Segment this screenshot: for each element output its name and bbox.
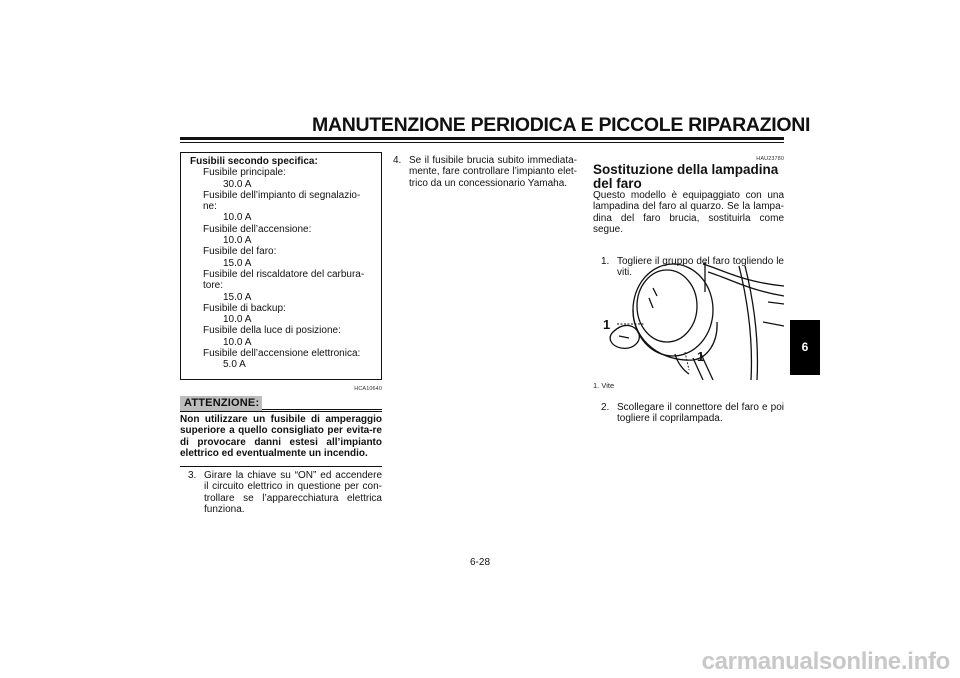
spec-value: 15.0 A <box>223 257 252 269</box>
spec-value: 10.0 A <box>223 336 252 348</box>
chapter-tab: 6 <box>790 320 820 375</box>
title-rule-thin <box>180 142 784 143</box>
step-text: Girare la chiave su “ON” ed accendere il circuito elettrico in questione per con-trollare se l’apparecchiatura elettrica funziona. <box>204 470 382 516</box>
spec-value: 10.0 A <box>223 235 252 247</box>
page-number: 6-28 <box>469 557 490 568</box>
spec-item <box>190 167 381 190</box>
spec-item <box>190 224 381 247</box>
spec-value: 30.0 A <box>223 178 252 190</box>
spec-label: Fusibile della luce di posizione: <box>203 325 341 337</box>
spec-value: 10.0 A <box>223 212 252 224</box>
section-intro: Questo modello è equipaggiato con una lampadina del faro al quarzo. Se la lampa-dina del faro brucia, sostituirla come segue. <box>593 190 784 236</box>
spec-item <box>190 190 381 224</box>
spec-label: Fusibile del riscaldatore del carbura-tore: <box>203 268 365 292</box>
spec-value: 5.0 A <box>223 359 246 371</box>
spec-heading: Fusibili secondo specifica: <box>190 156 318 167</box>
watermark: carmanualsonline.info <box>701 648 950 675</box>
step-item <box>393 155 577 189</box>
figure-caption: 1. Vite <box>593 381 615 390</box>
step-number: 1. <box>601 256 610 267</box>
step-text: Scollegare il connettore del faro e poi togliere il coprilampada. <box>617 402 784 425</box>
headlight-figure <box>593 262 784 380</box>
step-item <box>188 470 382 516</box>
step-number: 2. <box>601 402 610 413</box>
spec-label: Fusibile dell’accensione elettronica: <box>203 348 361 360</box>
step-number: 3. <box>188 470 197 481</box>
spec-label: Fusibile di backup: <box>203 302 286 314</box>
caution-code: HCA10640 <box>354 386 382 392</box>
spec-label: Fusibile del faro: <box>203 246 277 258</box>
spec-label: Fusibile principale: <box>203 167 286 179</box>
caution-rule <box>262 409 382 410</box>
caution-rule <box>180 411 382 412</box>
headlight-illustration <box>593 262 784 380</box>
spec-item <box>190 246 381 269</box>
step-text: Togliere il gruppo del faro togliendo le viti. <box>617 256 784 279</box>
spec-item <box>190 269 381 303</box>
spec-value: 15.0 A <box>223 291 252 303</box>
figure-callout: 1 <box>603 317 611 332</box>
step-number: 4. <box>393 155 402 166</box>
spec-item <box>190 325 381 348</box>
page-title: MANUTENZIONE PERIODICA E PICCOLE RIPARAZIONI <box>312 114 811 136</box>
step-text: Se il fusibile brucia subito immediata-mente, fare controllare l’impianto elet-trico da un concessionario Yamaha. <box>409 155 577 189</box>
caution-rule-bottom <box>180 466 382 467</box>
title-rule-thick <box>180 137 784 140</box>
caution-text: Non utilizzare un fusibile di amperaggio superiore a quello consigliato per evita-re di provocare danni estesi all’impianto elettrico ed eventualmente un incendio. <box>180 414 382 460</box>
fuse-spec-box <box>180 152 382 380</box>
spec-label: Fusibile dell’accensione: <box>203 223 312 235</box>
section-heading: Sostituzione della lampadina del faro <box>593 162 779 191</box>
spec-item <box>190 303 381 326</box>
section-code: HAU23780 <box>756 156 784 162</box>
figure-callout: 1 <box>697 349 705 364</box>
spec-item <box>190 348 381 371</box>
step-item <box>601 402 784 425</box>
caution-label: ATTENZIONE: <box>180 396 262 411</box>
spec-value: 10.0 A <box>223 314 252 326</box>
spec-label: Fusibile dell’impianto di segnalazio-ne: <box>203 189 361 213</box>
